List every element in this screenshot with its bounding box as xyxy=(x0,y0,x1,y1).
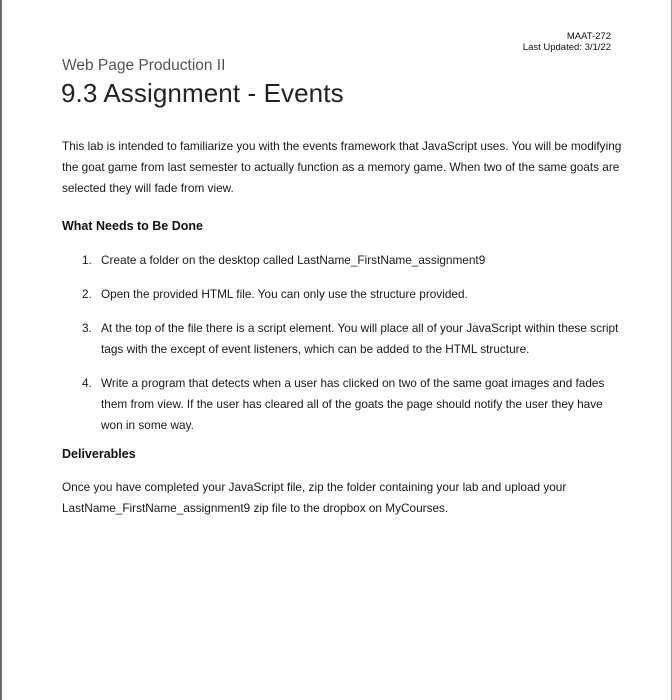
step-number: 2. xyxy=(82,287,92,301)
list-item xyxy=(82,318,622,360)
page-title: 9.3 Assignment - Events xyxy=(61,78,344,108)
intro-paragraph: This lab is intended to familiarize you with the events framework that JavaScript uses. You will be modifying the goat game from last semester to actually function as a memory game. When two of the same goats are selected they will fade from view. xyxy=(62,139,622,195)
list-item xyxy=(82,250,622,271)
steps-list xyxy=(82,250,622,449)
list-item xyxy=(82,373,622,436)
course-title: Web Page Production II xyxy=(62,57,226,74)
list-item xyxy=(82,284,622,305)
step-text: Write a program that detects when a user has clicked on two of the same goat images and fades them from view. If the user has cleared all of the goats the page should notify the user they have won in some way. xyxy=(101,376,605,432)
step-number: 1. xyxy=(82,253,92,267)
step-number: 3. xyxy=(82,321,92,335)
step-text: Open the provided HTML file. You can only use the structure provided. xyxy=(101,287,468,301)
deliverables-paragraph: Once you have completed your JavaScript file, zip the folder containing your lab and upload your LastName_FirstName_assignment9 zip file to the dropbox on MyCourses. xyxy=(62,480,567,515)
todo-heading: What Needs to Be Done xyxy=(62,219,203,233)
last-updated: Last Updated: 3/1/22 xyxy=(522,42,611,53)
step-text: At the top of the file there is a script element. You will place all of your JavaScript within these script tags with the except of event listeners, which can be added to the HTML structure. xyxy=(101,321,619,356)
deliverables-heading: Deliverables xyxy=(62,447,136,461)
step-number: 4. xyxy=(82,376,92,390)
course-code: MAAT-272 xyxy=(566,31,611,42)
step-text: Create a folder on the desktop called LastName_FirstName_assignment9 xyxy=(101,253,486,267)
header-meta xyxy=(523,31,611,53)
